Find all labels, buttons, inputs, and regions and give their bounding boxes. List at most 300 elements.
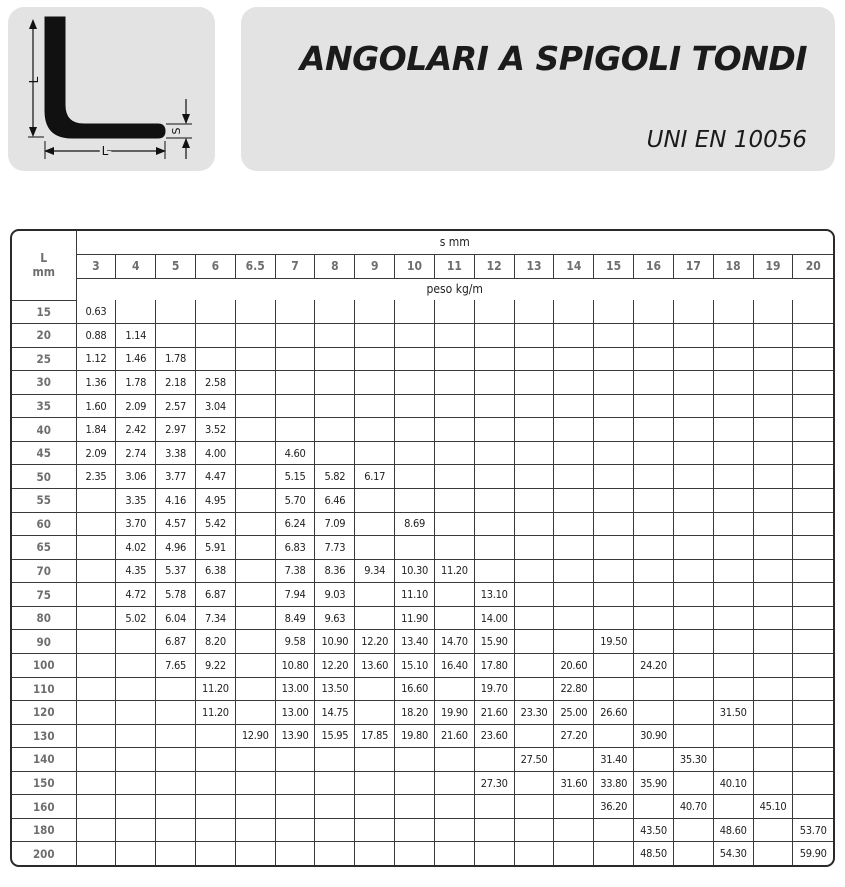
weight-cell: 27.50	[514, 748, 554, 772]
weight-cell	[434, 394, 474, 418]
weight-cell	[474, 418, 514, 442]
weight-cell	[753, 465, 793, 489]
weight-cell	[514, 324, 554, 348]
weight-cell	[793, 300, 833, 324]
weight-cell	[474, 371, 514, 395]
weight-cell	[594, 324, 634, 348]
leg-length-cell: 25	[12, 347, 76, 371]
weight-cell	[594, 677, 634, 701]
weight-cell	[434, 489, 474, 513]
weight-cell	[116, 795, 156, 819]
weight-cell: 13.90	[275, 724, 315, 748]
weight-cell	[753, 583, 793, 607]
weight-cell: 13.10	[474, 583, 514, 607]
leg-length-cell: 150	[12, 771, 76, 795]
weight-cell	[434, 441, 474, 465]
l-angle-profile-diagram	[8, 7, 215, 171]
weight-cell	[753, 748, 793, 772]
weight-cell	[315, 324, 355, 348]
weight-cell	[673, 347, 713, 371]
weight-cell: 7.34	[195, 606, 235, 630]
weight-cell	[634, 300, 674, 324]
weight-cell: 6.04	[156, 606, 196, 630]
weight-cell: 59.90	[793, 842, 833, 865]
weight-cell	[315, 371, 355, 395]
leg-length-cell: 55	[12, 489, 76, 513]
weight-cell	[514, 371, 554, 395]
weight-cell	[554, 818, 594, 842]
leg-length-cell: 80	[12, 606, 76, 630]
weight-cell	[156, 748, 196, 772]
weight-cell	[793, 748, 833, 772]
weight-cell	[713, 512, 753, 536]
weight-cell	[594, 418, 634, 442]
weight-cell	[554, 536, 594, 560]
table-row	[12, 418, 833, 442]
weight-cell	[594, 300, 634, 324]
weight-cell	[673, 418, 713, 442]
weight-cell	[634, 559, 674, 583]
weight-cell	[793, 606, 833, 630]
weight-cell	[753, 842, 793, 865]
weight-cell	[793, 347, 833, 371]
leg-length-cell: 15	[12, 300, 76, 324]
weight-cell: 8.36	[315, 559, 355, 583]
weight-cell	[395, 441, 435, 465]
weight-cell	[713, 606, 753, 630]
weight-cell	[753, 300, 793, 324]
weight-cell	[793, 559, 833, 583]
weight-cell	[76, 559, 116, 583]
weight-cell	[713, 536, 753, 560]
weight-cell: 5.02	[116, 606, 156, 630]
weight-cell	[235, 653, 275, 677]
weight-cell: 2.35	[76, 465, 116, 489]
weight-cell	[355, 347, 395, 371]
weight-cell: 2.18	[156, 371, 196, 395]
weight-cell	[235, 583, 275, 607]
weight-cell	[713, 724, 753, 748]
weight-cell: 4.47	[195, 465, 235, 489]
weight-cell	[793, 795, 833, 819]
leg-length-cell: 35	[12, 394, 76, 418]
weight-cell: 26.60	[594, 701, 634, 725]
weight-cell	[434, 748, 474, 772]
weight-cell	[76, 489, 116, 513]
weight-cell	[753, 441, 793, 465]
weight-cell	[634, 394, 674, 418]
weight-cell	[514, 606, 554, 630]
weight-cell: 27.20	[554, 724, 594, 748]
leg-length-cell: 120	[12, 701, 76, 725]
weight-cell: 31.60	[554, 771, 594, 795]
weight-cell	[713, 300, 753, 324]
weight-cell	[594, 583, 634, 607]
weight-cell: 18.20	[395, 701, 435, 725]
weight-cell	[474, 748, 514, 772]
weight-cell: 13.40	[395, 630, 435, 654]
weight-table-container	[10, 229, 835, 867]
weight-cell: 23.30	[514, 701, 554, 725]
weight-cell	[195, 324, 235, 348]
weight-cell	[315, 300, 355, 324]
weight-cell	[673, 653, 713, 677]
weight-cell: 16.60	[395, 677, 435, 701]
weight-cell: 3.52	[195, 418, 235, 442]
weight-cell: 6.24	[275, 512, 315, 536]
weight-cell: 12.90	[235, 724, 275, 748]
weight-cell: 36.20	[594, 795, 634, 819]
weight-cell	[116, 701, 156, 725]
weight-cell: 19.70	[474, 677, 514, 701]
weight-cell	[76, 583, 116, 607]
weight-cell	[594, 394, 634, 418]
weight-cell	[434, 771, 474, 795]
thickness-header: 3	[76, 254, 116, 278]
leg-length-cell: 75	[12, 583, 76, 607]
weight-cell: 11.20	[195, 701, 235, 725]
weight-cell	[355, 701, 395, 725]
weight-cell	[235, 489, 275, 513]
corner-label-l: L	[40, 251, 48, 266]
weight-cell: 3.35	[116, 489, 156, 513]
weight-cell	[434, 465, 474, 489]
weight-cell	[793, 441, 833, 465]
thickness-header: 5	[156, 254, 196, 278]
weight-cell	[673, 512, 713, 536]
weight-cell	[793, 324, 833, 348]
weight-cell	[235, 512, 275, 536]
weight-cell	[474, 818, 514, 842]
weight-cell	[673, 842, 713, 865]
weight-unit-header: peso kg/m	[76, 278, 833, 300]
weight-cell: 13.00	[275, 701, 315, 725]
weight-cell: 4.96	[156, 536, 196, 560]
arrow-down-icon	[182, 114, 190, 124]
weight-cell	[355, 818, 395, 842]
weight-cell	[395, 371, 435, 395]
weight-cell	[673, 771, 713, 795]
weight-cell	[275, 324, 315, 348]
weight-cell: 11.10	[395, 583, 435, 607]
weight-cell	[634, 489, 674, 513]
table-row	[12, 300, 833, 324]
weight-cell	[474, 795, 514, 819]
weight-cell: 3.38	[156, 441, 196, 465]
weight-cell	[156, 677, 196, 701]
weight-cell	[713, 394, 753, 418]
weight-cell	[275, 347, 315, 371]
weight-cell	[673, 701, 713, 725]
weight-cell	[634, 441, 674, 465]
weight-cell: 54.30	[713, 842, 753, 865]
weight-cell: 31.40	[594, 748, 634, 772]
weight-cell	[156, 795, 196, 819]
weight-cell	[554, 748, 594, 772]
weight-cell	[594, 489, 634, 513]
weight-cell: 2.57	[156, 394, 196, 418]
weight-cell	[673, 300, 713, 324]
weight-cell	[793, 536, 833, 560]
weight-cell: 15.90	[474, 630, 514, 654]
thickness-header: 10	[395, 254, 435, 278]
weight-cell	[195, 795, 235, 819]
weight-cell: 9.22	[195, 653, 235, 677]
weight-cell: 7.94	[275, 583, 315, 607]
thickness-header: 12	[474, 254, 514, 278]
weight-cell	[634, 630, 674, 654]
weight-cell	[195, 347, 235, 371]
weight-cell	[235, 677, 275, 701]
weight-cell: 8.20	[195, 630, 235, 654]
weight-cell: 2.09	[116, 394, 156, 418]
weight-cell: 8.69	[395, 512, 435, 536]
table-row	[12, 583, 833, 607]
weight-cell: 6.87	[156, 630, 196, 654]
weight-cell	[474, 300, 514, 324]
thickness-header: 17	[673, 254, 713, 278]
table-row	[12, 347, 833, 371]
table-row	[12, 324, 833, 348]
thickness-header: 9	[355, 254, 395, 278]
weight-cell	[673, 394, 713, 418]
weight-cell	[315, 441, 355, 465]
leg-length-cell: 65	[12, 536, 76, 560]
weight-cell	[753, 418, 793, 442]
weight-cell	[793, 418, 833, 442]
weight-cell: 35.90	[634, 771, 674, 795]
weight-cell	[673, 324, 713, 348]
weight-cell	[594, 347, 634, 371]
weight-cell	[355, 324, 395, 348]
weight-cell	[434, 606, 474, 630]
weight-cell	[275, 771, 315, 795]
weight-cell: 1.46	[116, 347, 156, 371]
weight-cell	[355, 300, 395, 324]
weight-cell	[514, 441, 554, 465]
weight-cell	[793, 630, 833, 654]
weight-cell	[753, 606, 793, 630]
weight-cell	[156, 818, 196, 842]
leg-length-cell: 45	[12, 441, 76, 465]
weight-cell	[514, 630, 554, 654]
weight-cell	[514, 489, 554, 513]
thickness-header: 13	[514, 254, 554, 278]
weight-cell	[793, 724, 833, 748]
weight-cell: 9.34	[355, 559, 395, 583]
weight-cell	[793, 394, 833, 418]
weight-cell: 5.15	[275, 465, 315, 489]
weight-cell	[76, 771, 116, 795]
weight-cell	[634, 512, 674, 536]
weight-cell	[76, 606, 116, 630]
table-row	[12, 441, 833, 465]
leg-length-cell: 130	[12, 724, 76, 748]
weight-cell: 6.83	[275, 536, 315, 560]
table-row	[12, 489, 833, 513]
leg-length-cell: 90	[12, 630, 76, 654]
weight-cell	[76, 724, 116, 748]
weight-cell	[195, 818, 235, 842]
weight-cell	[753, 653, 793, 677]
weight-cell: 40.70	[673, 795, 713, 819]
weight-cell	[76, 818, 116, 842]
weight-cell: 3.70	[116, 512, 156, 536]
weight-cell	[554, 300, 594, 324]
weight-cell	[355, 512, 395, 536]
weight-cell	[235, 418, 275, 442]
weight-cell	[395, 818, 435, 842]
weight-cell	[673, 583, 713, 607]
weight-cell: 40.10	[713, 771, 753, 795]
weight-cell	[116, 724, 156, 748]
table-row	[12, 748, 833, 772]
weight-cell	[713, 324, 753, 348]
weight-cell: 3.77	[156, 465, 196, 489]
weight-cell	[634, 324, 674, 348]
weight-cell	[673, 371, 713, 395]
leg-length-cell: 30	[12, 371, 76, 395]
weight-cell	[116, 653, 156, 677]
weight-cell: 6.87	[195, 583, 235, 607]
weight-cell	[395, 842, 435, 865]
weight-cell: 11.90	[395, 606, 435, 630]
leg-length-cell: 60	[12, 512, 76, 536]
weight-cell	[474, 512, 514, 536]
weight-cell	[713, 418, 753, 442]
weight-cell	[594, 441, 634, 465]
weight-cell	[753, 630, 793, 654]
weight-cell	[634, 677, 674, 701]
weight-cell	[554, 371, 594, 395]
weight-cell: 12.20	[315, 653, 355, 677]
thickness-header: 16	[634, 254, 674, 278]
weight-cell: 1.84	[76, 418, 116, 442]
weight-cell	[594, 842, 634, 865]
table-row	[12, 771, 833, 795]
thickness-header: 18	[713, 254, 753, 278]
weight-cell	[753, 371, 793, 395]
weight-cell: 21.60	[474, 701, 514, 725]
weight-cell	[355, 489, 395, 513]
weight-cell: 7.73	[315, 536, 355, 560]
weight-cell: 43.50	[634, 818, 674, 842]
leg-length-cell: 180	[12, 818, 76, 842]
weight-cell	[235, 842, 275, 865]
weight-cell	[315, 394, 355, 418]
weight-cell	[514, 536, 554, 560]
weight-cell	[235, 795, 275, 819]
weight-cell	[275, 418, 315, 442]
weight-cell: 27.30	[474, 771, 514, 795]
weight-cell	[554, 465, 594, 489]
thickness-header: 14	[554, 254, 594, 278]
weight-cell	[713, 748, 753, 772]
weight-cell: 6.17	[355, 465, 395, 489]
weight-cell: 1.36	[76, 371, 116, 395]
weight-cell: 5.82	[315, 465, 355, 489]
weight-cell: 4.60	[275, 441, 315, 465]
weight-cell	[235, 606, 275, 630]
table-row	[12, 653, 833, 677]
table-row	[12, 536, 833, 560]
corner-header	[12, 231, 76, 300]
weight-cell	[275, 842, 315, 865]
weight-cell: 7.09	[315, 512, 355, 536]
weight-cell: 24.20	[634, 653, 674, 677]
weight-cell	[235, 536, 275, 560]
weight-cell	[355, 677, 395, 701]
weight-cell	[275, 818, 315, 842]
weight-cell	[235, 324, 275, 348]
weight-cell	[753, 701, 793, 725]
weight-cell	[395, 748, 435, 772]
weight-cell	[116, 818, 156, 842]
weight-cell	[156, 842, 196, 865]
weight-cell	[195, 771, 235, 795]
weight-cell	[434, 583, 474, 607]
weight-cell	[156, 324, 196, 348]
weight-cell	[634, 606, 674, 630]
weight-cell	[76, 512, 116, 536]
weight-cell	[634, 347, 674, 371]
weight-cell	[554, 394, 594, 418]
weight-cell: 16.40	[434, 653, 474, 677]
weight-cell	[474, 842, 514, 865]
weight-cell: 4.02	[116, 536, 156, 560]
weight-cell	[753, 394, 793, 418]
weight-cell: 4.95	[195, 489, 235, 513]
weight-cell	[116, 630, 156, 654]
weight-cell	[235, 701, 275, 725]
weight-cell: 12.20	[355, 630, 395, 654]
weight-cell: 5.42	[195, 512, 235, 536]
table-row	[12, 818, 833, 842]
weight-cell	[235, 748, 275, 772]
weight-cell: 33.80	[594, 771, 634, 795]
weight-cell: 2.42	[116, 418, 156, 442]
weight-cell	[195, 300, 235, 324]
weight-cell: 9.58	[275, 630, 315, 654]
thickness-group-header: s mm	[76, 231, 833, 254]
dim-label-vertical: L	[27, 76, 41, 84]
weight-cell: 2.09	[76, 441, 116, 465]
weight-cell	[355, 536, 395, 560]
weight-cell	[315, 418, 355, 442]
weight-cell	[434, 418, 474, 442]
weight-cell	[554, 489, 594, 513]
weight-cell	[355, 441, 395, 465]
weight-cell	[594, 653, 634, 677]
weight-cell: 53.70	[793, 818, 833, 842]
weight-cell	[434, 536, 474, 560]
leg-length-cell: 100	[12, 653, 76, 677]
thickness-header: 4	[116, 254, 156, 278]
thickness-header: 7	[275, 254, 315, 278]
weight-cell	[474, 394, 514, 418]
title-panel	[241, 7, 835, 171]
weight-cell	[235, 559, 275, 583]
weight-cell	[514, 418, 554, 442]
weight-cell	[514, 512, 554, 536]
weight-cell	[753, 347, 793, 371]
weight-cell	[514, 724, 554, 748]
weight-cell: 5.37	[156, 559, 196, 583]
weight-cell	[235, 441, 275, 465]
weight-cell	[355, 418, 395, 442]
weight-cell	[195, 842, 235, 865]
weight-cell: 48.60	[713, 818, 753, 842]
